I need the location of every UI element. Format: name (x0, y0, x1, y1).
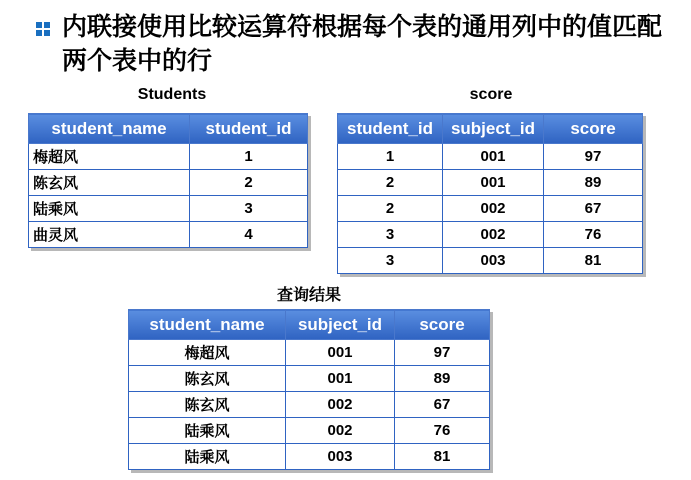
table-cell: 76 (544, 222, 643, 248)
table-cell: 陆乘风 (129, 418, 286, 444)
table-row (129, 366, 490, 392)
table-cell: 曲灵风 (29, 222, 190, 248)
table-cell: 001 (443, 170, 544, 196)
table-cell: 89 (395, 366, 490, 392)
table-cell: 002 (286, 392, 395, 418)
table-cell: 梅超风 (29, 144, 190, 170)
table-cell: 1 (190, 144, 308, 170)
table-row (338, 170, 643, 196)
table-cell: 002 (286, 418, 395, 444)
table-cell: 陈玄风 (29, 170, 190, 196)
column-header: score (544, 114, 643, 144)
table-cell: 4 (190, 222, 308, 248)
table-cell: 76 (395, 418, 490, 444)
column-header: student_name (29, 114, 190, 144)
table-cell: 81 (395, 444, 490, 470)
table-cell: 陆乘风 (29, 196, 190, 222)
table-cell: 97 (395, 340, 490, 366)
table-row (129, 392, 490, 418)
bullet-icon (36, 22, 50, 36)
column-header: score (395, 310, 490, 340)
score-table (337, 113, 643, 274)
table-cell: 67 (544, 196, 643, 222)
table-cell: 001 (443, 144, 544, 170)
table-cell: 81 (544, 248, 643, 274)
table-cell: 003 (443, 248, 544, 274)
table-row (129, 418, 490, 444)
table-cell: 003 (286, 444, 395, 470)
table-cell: 2 (338, 170, 443, 196)
table-cell: 陈玄风 (129, 392, 286, 418)
table-row (338, 222, 643, 248)
table-row (338, 196, 643, 222)
column-header: student_name (129, 310, 286, 340)
result-caption: 查询结果 (276, 287, 341, 304)
table-row (129, 444, 490, 470)
students-caption: Students (137, 86, 207, 103)
table-cell: 2 (338, 196, 443, 222)
table-cell: 3 (190, 196, 308, 222)
table-cell: 3 (338, 222, 443, 248)
table-cell: 89 (544, 170, 643, 196)
table-cell: 002 (443, 222, 544, 248)
table-cell: 3 (338, 248, 443, 274)
table-cell: 陈玄风 (129, 366, 286, 392)
column-header: subject_id (443, 114, 544, 144)
column-header: student_id (338, 114, 443, 144)
column-header: subject_id (286, 310, 395, 340)
table-row (338, 144, 643, 170)
column-header: student_id (190, 114, 308, 144)
table-header-row (338, 114, 643, 144)
table-row (29, 144, 308, 170)
table-row (338, 248, 643, 274)
table-cell: 001 (286, 366, 395, 392)
table-cell: 2 (190, 170, 308, 196)
table-cell: 001 (286, 340, 395, 366)
table-header-row (129, 310, 490, 340)
table-cell: 1 (338, 144, 443, 170)
table-row (29, 170, 308, 196)
score-caption: score (469, 86, 513, 103)
table-cell: 002 (443, 196, 544, 222)
table-cell: 陆乘风 (129, 444, 286, 470)
students-table (28, 113, 308, 248)
table-cell: 梅超风 (129, 340, 286, 366)
table-cell: 97 (544, 144, 643, 170)
table-row (129, 340, 490, 366)
table-cell: 67 (395, 392, 490, 418)
table-row (29, 222, 308, 248)
slide-heading: 内联接使用比较运算符根据每个表的通用列中的值匹配两个表中的行 (62, 12, 663, 75)
table-header-row (29, 114, 308, 144)
result-table (128, 309, 490, 470)
table-row (29, 196, 308, 222)
